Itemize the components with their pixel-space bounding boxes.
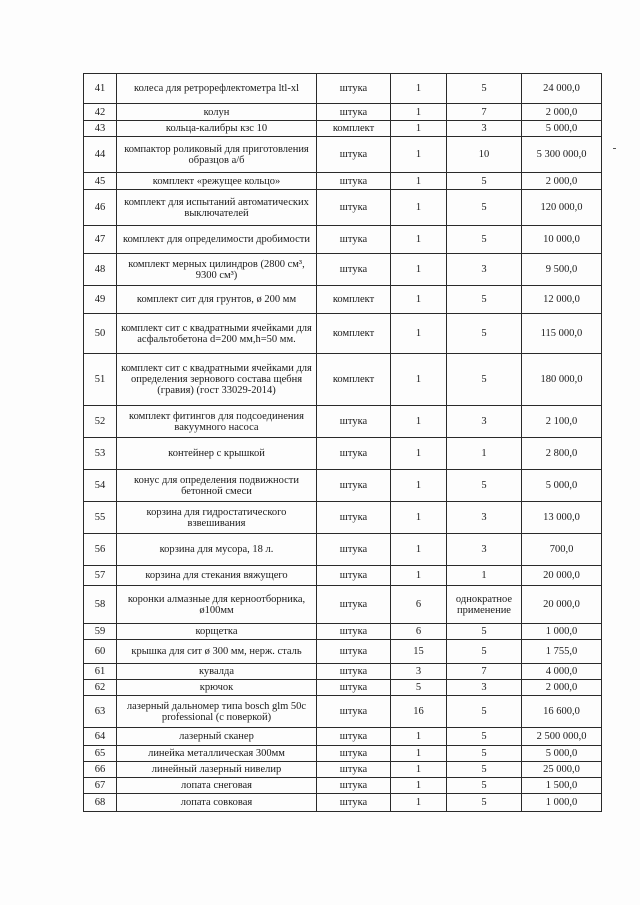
price-cell: 2 000,0: [522, 104, 602, 121]
quantity-cell: 1: [391, 762, 447, 778]
unit-of-measure-cell: штука: [317, 137, 391, 173]
price-cell: 2 100,0: [522, 406, 602, 438]
price-cell: 5 000,0: [522, 121, 602, 137]
table-row: [84, 286, 602, 314]
table-row: [84, 104, 602, 121]
quantity-cell: 1: [391, 406, 447, 438]
table-body: [84, 74, 602, 812]
unit-of-measure-cell: штука: [317, 406, 391, 438]
quantity-cell: 1: [391, 137, 447, 173]
row-number-cell: 52: [84, 406, 117, 438]
unit-of-measure-cell: штука: [317, 640, 391, 664]
row-number-cell: 60: [84, 640, 117, 664]
unit-of-measure-cell: штука: [317, 696, 391, 728]
table-row: [84, 406, 602, 438]
unit-of-measure-cell: штука: [317, 74, 391, 104]
table-row: [84, 640, 602, 664]
service-life-cell: 5: [447, 173, 522, 190]
quantity-cell: 1: [391, 121, 447, 137]
table-row: [84, 438, 602, 470]
table-row: [84, 173, 602, 190]
service-life-cell: 5: [447, 286, 522, 314]
item-name-cell: комплект фитингов для подсоединения вакуумного насоса: [117, 406, 317, 438]
item-name-cell: корзина для мусора, 18 л.: [117, 534, 317, 566]
quantity-cell: 1: [391, 354, 447, 406]
table-row: [84, 254, 602, 286]
table-row: [84, 190, 602, 226]
price-cell: 700,0: [522, 534, 602, 566]
price-cell: 12 000,0: [522, 286, 602, 314]
quantity-cell: 6: [391, 586, 447, 624]
item-name-cell: лопата совковая: [117, 794, 317, 812]
unit-of-measure-cell: штука: [317, 624, 391, 640]
quantity-cell: 1: [391, 502, 447, 534]
row-number-cell: 62: [84, 680, 117, 696]
service-life-cell: 3: [447, 680, 522, 696]
item-name-cell: комплект «режущее кольцо»: [117, 173, 317, 190]
row-number-cell: 51: [84, 354, 117, 406]
unit-of-measure-cell: комплект: [317, 121, 391, 137]
quantity-cell: 6: [391, 624, 447, 640]
row-number-cell: 58: [84, 586, 117, 624]
quantity-cell: 3: [391, 664, 447, 680]
item-name-cell: комплект для испытаний автоматических выключателей: [117, 190, 317, 226]
service-life-cell: 5: [447, 314, 522, 354]
quantity-cell: 16: [391, 696, 447, 728]
item-name-cell: линейка металлическая 300мм: [117, 746, 317, 762]
unit-of-measure-cell: штука: [317, 254, 391, 286]
item-name-cell: комплект для определимости дробимости: [117, 226, 317, 254]
service-life-cell: 5: [447, 190, 522, 226]
service-life-cell: 5: [447, 794, 522, 812]
row-number-cell: 48: [84, 254, 117, 286]
table-row: [84, 470, 602, 502]
price-cell: 9 500,0: [522, 254, 602, 286]
item-name-cell: комплект сит для грунтов, ø 200 мм: [117, 286, 317, 314]
row-number-cell: 65: [84, 746, 117, 762]
row-number-cell: 67: [84, 778, 117, 794]
service-life-cell: 5: [447, 728, 522, 746]
item-name-cell: крышка для сит ø 300 мм, нерж. сталь: [117, 640, 317, 664]
quantity-cell: 1: [391, 728, 447, 746]
unit-of-measure-cell: штука: [317, 746, 391, 762]
table-row: [84, 664, 602, 680]
service-life-cell: 5: [447, 696, 522, 728]
equipment-table: [83, 73, 602, 812]
price-cell: 20 000,0: [522, 566, 602, 586]
table-row: [84, 137, 602, 173]
table-row: [84, 728, 602, 746]
price-cell: 1 500,0: [522, 778, 602, 794]
unit-of-measure-cell: штука: [317, 190, 391, 226]
row-number-cell: 54: [84, 470, 117, 502]
quantity-cell: 15: [391, 640, 447, 664]
unit-of-measure-cell: комплект: [317, 286, 391, 314]
table-row: [84, 74, 602, 104]
service-life-cell: 3: [447, 534, 522, 566]
price-cell: 5 300 000,0: [522, 137, 602, 173]
price-cell: 2 800,0: [522, 438, 602, 470]
service-life-cell: 1: [447, 438, 522, 470]
service-life-cell: 3: [447, 502, 522, 534]
service-life-cell: 5: [447, 778, 522, 794]
item-name-cell: кувалда: [117, 664, 317, 680]
service-life-cell: 3: [447, 254, 522, 286]
table-row: [84, 226, 602, 254]
service-life-cell: 5: [447, 354, 522, 406]
unit-of-measure-cell: штука: [317, 680, 391, 696]
unit-of-measure-cell: штука: [317, 173, 391, 190]
service-life-cell: 10: [447, 137, 522, 173]
price-cell: 16 600,0: [522, 696, 602, 728]
item-name-cell: лопата снеговая: [117, 778, 317, 794]
quantity-cell: 1: [391, 794, 447, 812]
table-row: [84, 586, 602, 624]
service-life-cell: 7: [447, 664, 522, 680]
row-number-cell: 61: [84, 664, 117, 680]
service-life-cell: 7: [447, 104, 522, 121]
service-life-cell: 5: [447, 624, 522, 640]
table-row: [84, 778, 602, 794]
quantity-cell: 1: [391, 314, 447, 354]
row-number-cell: 63: [84, 696, 117, 728]
table-row: [84, 762, 602, 778]
table-row: [84, 624, 602, 640]
quantity-cell: 1: [391, 778, 447, 794]
item-name-cell: корщетка: [117, 624, 317, 640]
item-name-cell: кольца-калибры кзс 10: [117, 121, 317, 137]
row-number-cell: 45: [84, 173, 117, 190]
price-cell: 13 000,0: [522, 502, 602, 534]
table-row: [84, 696, 602, 728]
unit-of-measure-cell: штука: [317, 566, 391, 586]
price-cell: 5 000,0: [522, 746, 602, 762]
unit-of-measure-cell: штука: [317, 470, 391, 502]
unit-of-measure-cell: штука: [317, 794, 391, 812]
item-name-cell: крючок: [117, 680, 317, 696]
quantity-cell: 1: [391, 286, 447, 314]
table-row: [84, 354, 602, 406]
row-number-cell: 43: [84, 121, 117, 137]
unit-of-measure-cell: комплект: [317, 354, 391, 406]
service-life-cell: 5: [447, 470, 522, 502]
row-number-cell: 47: [84, 226, 117, 254]
table-row: [84, 566, 602, 586]
quantity-cell: 1: [391, 226, 447, 254]
price-cell: 1 755,0: [522, 640, 602, 664]
table-row: [84, 121, 602, 137]
quantity-cell: 5: [391, 680, 447, 696]
price-cell: 115 000,0: [522, 314, 602, 354]
row-number-cell: 56: [84, 534, 117, 566]
row-number-cell: 46: [84, 190, 117, 226]
quantity-cell: 1: [391, 438, 447, 470]
quantity-cell: 1: [391, 566, 447, 586]
item-name-cell: комплект мерных цилиндров (2800 см³, 9300 см³): [117, 254, 317, 286]
unit-of-measure-cell: штука: [317, 104, 391, 121]
service-life-cell: 5: [447, 762, 522, 778]
price-cell: 120 000,0: [522, 190, 602, 226]
quantity-cell: 1: [391, 190, 447, 226]
row-number-cell: 68: [84, 794, 117, 812]
quantity-cell: 1: [391, 534, 447, 566]
row-number-cell: 55: [84, 502, 117, 534]
price-cell: 2 000,0: [522, 680, 602, 696]
unit-of-measure-cell: штука: [317, 438, 391, 470]
unit-of-measure-cell: штука: [317, 762, 391, 778]
quantity-cell: 1: [391, 74, 447, 104]
price-cell: 2 000,0: [522, 173, 602, 190]
quantity-cell: 1: [391, 173, 447, 190]
row-number-cell: 57: [84, 566, 117, 586]
service-life-cell: 5: [447, 226, 522, 254]
row-number-cell: 44: [84, 137, 117, 173]
table-row: [84, 794, 602, 812]
service-life-cell: 3: [447, 121, 522, 137]
service-life-cell: 5: [447, 74, 522, 104]
price-cell: 24 000,0: [522, 74, 602, 104]
price-cell: 1 000,0: [522, 794, 602, 812]
row-number-cell: 42: [84, 104, 117, 121]
price-cell: 1 000,0: [522, 624, 602, 640]
row-number-cell: 50: [84, 314, 117, 354]
price-cell: 20 000,0: [522, 586, 602, 624]
service-life-cell: 5: [447, 746, 522, 762]
row-number-cell: 53: [84, 438, 117, 470]
price-cell: 10 000,0: [522, 226, 602, 254]
service-life-cell: 3: [447, 406, 522, 438]
unit-of-measure-cell: штука: [317, 778, 391, 794]
quantity-cell: 1: [391, 254, 447, 286]
unit-of-measure-cell: штука: [317, 586, 391, 624]
item-name-cell: комплект сит с квадратными ячейками для определения зернового состава щебня (гравия) (гост 33029-2014): [117, 354, 317, 406]
price-cell: 180 000,0: [522, 354, 602, 406]
item-name-cell: конус для определения подвижности бетонной смеси: [117, 470, 317, 502]
row-number-cell: 41: [84, 74, 117, 104]
scan-speck: [613, 148, 616, 149]
service-life-cell: однократное применение: [447, 586, 522, 624]
quantity-cell: 1: [391, 104, 447, 121]
row-number-cell: 66: [84, 762, 117, 778]
unit-of-measure-cell: штука: [317, 226, 391, 254]
item-name-cell: корзина для гидростатического взвешивания: [117, 502, 317, 534]
price-cell: 25 000,0: [522, 762, 602, 778]
unit-of-measure-cell: штука: [317, 502, 391, 534]
item-name-cell: линейный лазерный нивелир: [117, 762, 317, 778]
item-name-cell: лазерный дальномер типа bosch glm 50c professional (с поверкой): [117, 696, 317, 728]
quantity-cell: 1: [391, 470, 447, 502]
unit-of-measure-cell: штука: [317, 664, 391, 680]
service-life-cell: 1: [447, 566, 522, 586]
unit-of-measure-cell: штука: [317, 534, 391, 566]
price-cell: 2 500 000,0: [522, 728, 602, 746]
row-number-cell: 49: [84, 286, 117, 314]
item-name-cell: колеса для ретрорефлектометра ltl-xl: [117, 74, 317, 104]
item-name-cell: компактор роликовый для приготовления образцов а/б: [117, 137, 317, 173]
item-name-cell: контейнер с крышкой: [117, 438, 317, 470]
item-name-cell: колун: [117, 104, 317, 121]
row-number-cell: 64: [84, 728, 117, 746]
price-cell: 4 000,0: [522, 664, 602, 680]
item-name-cell: лазерный сканер: [117, 728, 317, 746]
table-row: [84, 680, 602, 696]
row-number-cell: 59: [84, 624, 117, 640]
table-row: [84, 534, 602, 566]
item-name-cell: комплект сит с квадратными ячейками для асфальтобетона d=200 мм,h=50 мм.: [117, 314, 317, 354]
unit-of-measure-cell: штука: [317, 728, 391, 746]
table-row: [84, 314, 602, 354]
quantity-cell: 1: [391, 746, 447, 762]
table-row: [84, 746, 602, 762]
price-cell: 5 000,0: [522, 470, 602, 502]
service-life-cell: 5: [447, 640, 522, 664]
table-row: [84, 502, 602, 534]
item-name-cell: коронки алмазные для керноотборника, ø100мм: [117, 586, 317, 624]
unit-of-measure-cell: комплект: [317, 314, 391, 354]
item-name-cell: корзина для стекания вяжущего: [117, 566, 317, 586]
